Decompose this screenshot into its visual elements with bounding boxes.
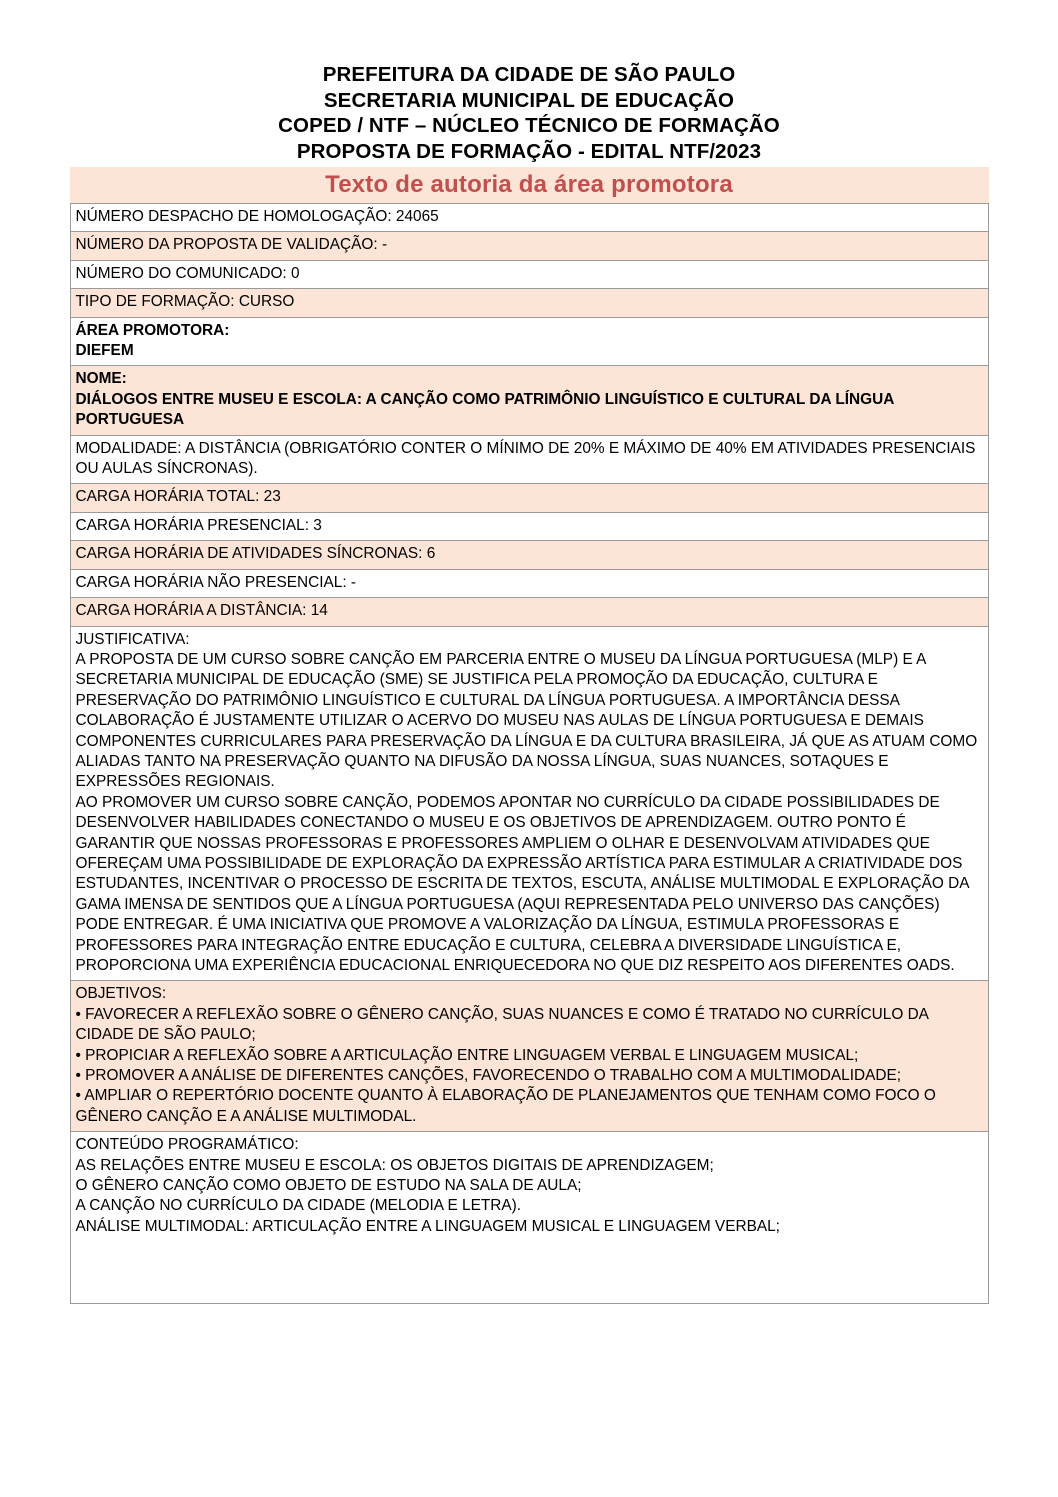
conteudo-item: O GÊNERO CANÇÃO COMO OBJETO DE ESTUDO NA SALA DE AULA;	[75, 1177, 582, 1195]
field-carga-horaria-total: CARGA HORÁRIA TOTAL: 23	[70, 484, 988, 512]
field-justificativa	[70, 626, 988, 981]
objetivo-item: • AMPLIAR O REPERTÓRIO DOCENTE QUANTO À ELABORAÇÃO DE PLANEJAMENTOS QUE TENHAM COMO FOCO O GÊNERO CANÇÃO E A ANÁLISE MULTIMODAL.	[75, 1087, 936, 1125]
justificativa-paragraph: A PROPOSTA DE UM CURSO SOBRE CANÇÃO EM PARCERIA ENTRE O MUSEU DA LÍNGUA PORTUGUESA (MLP) E A SECRETARIA MUNICIPAL DE EDUCAÇÃO (SME) SE JUSTIFICA PELA PROMOÇÃO DA EDUCAÇÃO, CULTURA E PRESERVAÇÃO DO PATRIMÔNIO LINGUÍSTICO E CULTURAL DA LÍNGUA PORTUGUESA. A IMPORTÂNCIA DESSA COLABORAÇÃO É JUSTAMENTE UTILIZAR O ACERVO DO MUSEU NAS AULAS DE LÍNGUA PORTUGUESA E DEMAIS COMPONENTES CURRICULARES PARA PRESERVAÇÃO DA LÍNGUA E DA CULTURA BRASILEIRA, JÁ QUE AS ATUAM COMO ALIADAS TANTO NA PRESERVAÇÃO QUANTO NA DIFUSÃO DA NOSSA LÍNGUA, SUAS NUANCES, SOTAQUES E EXPRESSÕES REGIONAIS.	[75, 650, 978, 791]
table-row	[70, 232, 988, 260]
field-nome	[70, 366, 988, 435]
conteudo-label: CONTEÚDO PROGRAMÁTICO:	[75, 1136, 299, 1154]
proposal-table	[70, 203, 989, 1304]
header-line-4: PROPOSTA DE FORMAÇÃO - EDITAL NTF/2023	[296, 139, 762, 163]
field-numero-proposta-validacao: NÚMERO DA PROPOSTA DE VALIDAÇÃO: -	[70, 232, 988, 260]
field-carga-horaria-distancia: CARGA HORÁRIA A DISTÂNCIA: 14	[70, 598, 988, 626]
table-row	[70, 598, 988, 626]
header-line-3: COPED / NTF – NÚCLEO TÉCNICO DE FORMAÇÃO	[278, 114, 780, 137]
table-row	[70, 1132, 988, 1303]
field-carga-horaria-sincronas: CARGA HORÁRIA DE ATIVIDADES SÍNCRONAS: 6	[70, 541, 988, 569]
table-row	[70, 626, 988, 981]
table-row	[70, 435, 988, 484]
authorship-banner: Texto de autoria da área promotora	[70, 167, 989, 203]
table-row	[70, 512, 988, 540]
conteudo-item: ANÁLISE MULTIMODAL: ARTICULAÇÃO ENTRE A LINGUAGEM MUSICAL E LINGUAGEM VERBAL;	[75, 1217, 780, 1235]
conteudo-spacer	[76, 1258, 984, 1278]
objetivo-item: • PROMOVER A ANÁLISE DE DIFERENTES CANÇÕES, FAVORECENDO O TRABALHO COM A MULTIMODALIDADE;	[75, 1067, 902, 1085]
table-row	[70, 317, 988, 366]
field-objetivos	[70, 981, 988, 1132]
nome-value: DIÁLOGOS ENTRE MUSEU E ESCOLA: A CANÇÃO COMO PATRIMÔNIO LINGUÍSTICO E CULTURAL DA LÍNGUA PORTUGUESA	[75, 390, 894, 429]
header-line-2: SECRETARIA MUNICIPAL DE EDUCAÇÃO	[323, 88, 735, 112]
objetivo-item: • FAVORECER A REFLEXÃO SOBRE O GÊNERO CANÇÃO, SUAS NUANCES E COMO É TRATADO NO CURRÍCULO DA CIDADE DE SÃO PAULO;	[75, 1005, 929, 1044]
field-carga-horaria-nao-presencial: CARGA HORÁRIA NÃO PRESENCIAL: -	[70, 569, 988, 597]
justificativa-label: JUSTIFICATIVA:	[75, 630, 190, 648]
table-row	[70, 260, 988, 288]
table-row	[70, 484, 988, 512]
field-carga-horaria-presencial: CARGA HORÁRIA PRESENCIAL: 3	[70, 512, 988, 540]
document-header	[0, 62, 1058, 164]
conteudo-spacer	[76, 1278, 984, 1298]
field-area-promotora	[70, 317, 988, 366]
justificativa-paragraph: AO PROMOVER UM CURSO SOBRE CANÇÃO, PODEMOS APONTAR NO CURRÍCULO DA CIDADE POSSIBILIDADES DE DESENVOLVER HABILIDADES CONECTANDO O MUSEU E OS OBJETIVOS DE APRENDIZAGEM. OUTRO PONTO É GARANTIR QUE NOSSAS PROFESSORAS E PROFESSORES AMPLIEM O OLHAR E DESENVOLVAM ATIVIDADES QUE OFEREÇAM UMA POSSIBILIDADE DE EXPLORAÇÃO DA EXPRESSÃO ARTÍSTICA PARA ESTIMULAR A CRIATIVIDADE DOS ESTUDANTES, INCENTIVAR O PROCESSO DE ESCRITA DE TEXTOS, ESCUTA, ANÁLISE MULTIMODAL E EXPLORAÇÃO DA GAMA IMENSA DE SENTIDOS QUE A LÍNGUA PORTUGUESA (AQUI REPRESENTADA PELO UNIVERSO DAS CANÇÕES) PODE ENTREGAR. É UMA INICIATIVA QUE PROMOVE A VALORIZAÇÃO DA LÍNGUA, ESTIMULA PROFESSORAS E PROFESSORES PARA INTEGRAÇÃO ENTRE EDUCAÇÃO E CULTURA, CELEBRA A DIVERSIDADE LINGUÍSTICA E, PROPORCIONA UMA EXPERIÊNCIA EDUCACIONAL ENRIQUECEDORA NO QUE DIZ RESPEITO AOS DIFERENTES OADS.	[75, 793, 969, 974]
table-row	[70, 289, 988, 317]
table-row	[70, 366, 988, 435]
objetivos-label: OBJETIVOS:	[75, 985, 167, 1003]
field-numero-despacho: NÚMERO DESPACHO DE HOMOLOGAÇÃO: 24065	[70, 204, 988, 232]
area-promotora-value: DIEFEM	[75, 342, 134, 360]
nome-label: NOME:	[75, 370, 127, 388]
conteudo-item: AS RELAÇÕES ENTRE MUSEU E ESCOLA: OS OBJETOS DIGITAIS DE APRENDIZAGEM;	[75, 1156, 714, 1174]
table-row	[70, 204, 988, 232]
table-row	[70, 569, 988, 597]
field-tipo-formacao: TIPO DE FORMAÇÃO: CURSO	[70, 289, 988, 317]
table-row	[70, 981, 988, 1132]
conteudo-spacer	[76, 1237, 984, 1257]
field-numero-comunicado: NÚMERO DO COMUNICADO: 0	[70, 260, 988, 288]
area-promotora-label: ÁREA PROMOTORA:	[75, 321, 230, 339]
table-row	[70, 541, 988, 569]
conteudo-item: A CANÇÃO NO CURRÍCULO DA CIDADE (MELODIA E LETRA).	[75, 1197, 522, 1215]
field-conteudo-programatico	[70, 1132, 988, 1303]
objetivo-item: • PROPICIAR A REFLEXÃO SOBRE A ARTICULAÇÃO ENTRE LINGUAGEM VERBAL E LINGUAGEM MUSICAL;	[75, 1046, 859, 1064]
header-line-1: PREFEITURA DA CIDADE DE SÃO PAULO	[322, 63, 736, 86]
field-modalidade: MODALIDADE: A DISTÂNCIA (OBRIGATÓRIO CONTER O MÍNIMO DE 20% E MÁXIMO DE 40% EM ATIVIDADES PRESENCIAIS OU AULAS SÍNCRONAS).	[70, 435, 988, 484]
